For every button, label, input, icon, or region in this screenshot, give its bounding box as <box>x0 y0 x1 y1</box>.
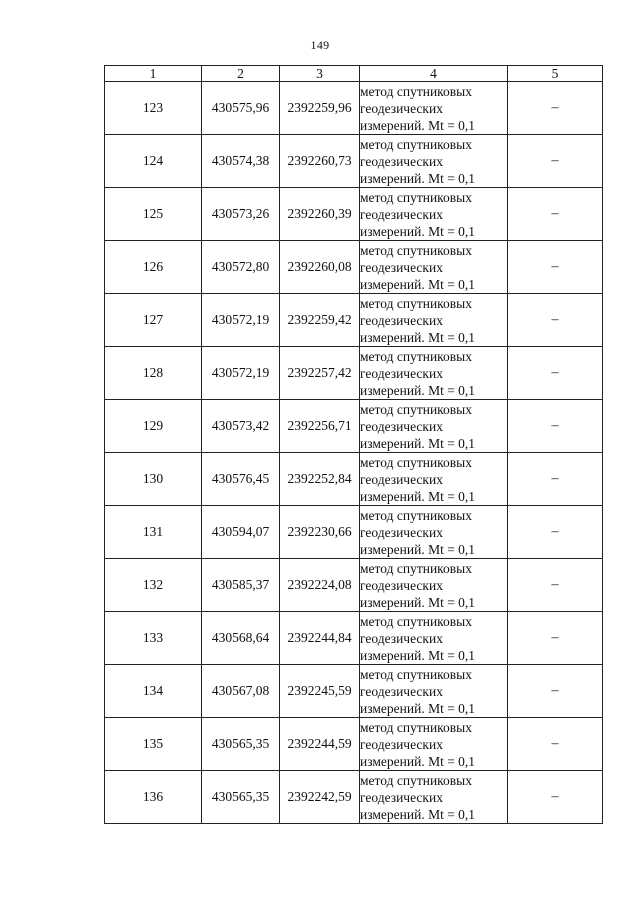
y-coordinate: 2392260,73 <box>280 135 360 188</box>
method-description: метод спутниковых геодезических измерений. Mt = 0,1 <box>360 294 508 347</box>
method-description: метод спутниковых геодезических измерений. Mt = 0,1 <box>360 135 508 188</box>
x-coordinate: 430568,64 <box>202 612 280 665</box>
point-number: 128 <box>105 347 202 400</box>
y-coordinate: 2392259,96 <box>280 82 360 135</box>
point-number: 130 <box>105 453 202 506</box>
point-number: 123 <box>105 82 202 135</box>
x-coordinate: 430585,37 <box>202 559 280 612</box>
x-coordinate: 430573,42 <box>202 400 280 453</box>
table-header <box>105 66 603 82</box>
note-dash: – <box>508 612 603 665</box>
y-coordinate: 2392256,71 <box>280 400 360 453</box>
note-dash: – <box>508 347 603 400</box>
method-description: метод спутниковых геодезических измерений. Mt = 0,1 <box>360 506 508 559</box>
table-row <box>105 82 603 135</box>
page-number: 149 <box>310 38 330 52</box>
method-description: метод спутниковых геодезических измерений. Mt = 0,1 <box>360 665 508 718</box>
table-row <box>105 241 603 294</box>
note-dash: – <box>508 771 603 824</box>
table-row <box>105 347 603 400</box>
x-coordinate: 430567,08 <box>202 665 280 718</box>
table-row <box>105 771 603 824</box>
point-number: 134 <box>105 665 202 718</box>
point-number: 131 <box>105 506 202 559</box>
y-coordinate: 2392244,59 <box>280 718 360 771</box>
table-row <box>105 559 603 612</box>
y-coordinate: 2392224,08 <box>280 559 360 612</box>
method-description: метод спутниковых геодезических измерений. Mt = 0,1 <box>360 241 508 294</box>
table-row <box>105 718 603 771</box>
method-description: метод спутниковых геодезических измерений. Mt = 0,1 <box>360 718 508 771</box>
note-dash: – <box>508 400 603 453</box>
y-coordinate: 2392252,84 <box>280 453 360 506</box>
note-dash: – <box>508 718 603 771</box>
note-dash: – <box>508 665 603 718</box>
x-coordinate: 430572,19 <box>202 347 280 400</box>
header-col-1: 1 <box>105 66 202 82</box>
table-row <box>105 135 603 188</box>
y-coordinate: 2392260,39 <box>280 188 360 241</box>
note-dash: – <box>508 135 603 188</box>
table-row <box>105 612 603 665</box>
note-dash: – <box>508 82 603 135</box>
point-number: 133 <box>105 612 202 665</box>
table-row <box>105 453 603 506</box>
header-col-2: 2 <box>202 66 280 82</box>
method-description: метод спутниковых геодезических измерений. Mt = 0,1 <box>360 82 508 135</box>
y-coordinate: 2392244,84 <box>280 612 360 665</box>
method-description: метод спутниковых геодезических измерений. Mt = 0,1 <box>360 347 508 400</box>
table-body <box>105 82 603 824</box>
y-coordinate: 2392260,08 <box>280 241 360 294</box>
note-dash: – <box>508 559 603 612</box>
header-row <box>105 66 603 82</box>
method-description: метод спутниковых геодезических измерений. Mt = 0,1 <box>360 612 508 665</box>
method-description: метод спутниковых геодезических измерений. Mt = 0,1 <box>360 453 508 506</box>
x-coordinate: 430565,35 <box>202 771 280 824</box>
point-number: 129 <box>105 400 202 453</box>
y-coordinate: 2392245,59 <box>280 665 360 718</box>
x-coordinate: 430572,80 <box>202 241 280 294</box>
point-number: 125 <box>105 188 202 241</box>
note-dash: – <box>508 294 603 347</box>
x-coordinate: 430576,45 <box>202 453 280 506</box>
table-row <box>105 294 603 347</box>
x-coordinate: 430575,96 <box>202 82 280 135</box>
method-description: метод спутниковых геодезических измерений. Mt = 0,1 <box>360 559 508 612</box>
method-description: метод спутниковых геодезических измерений. Mt = 0,1 <box>360 400 508 453</box>
table-row <box>105 400 603 453</box>
x-coordinate: 430573,26 <box>202 188 280 241</box>
x-coordinate: 430594,07 <box>202 506 280 559</box>
note-dash: – <box>508 506 603 559</box>
point-number: 126 <box>105 241 202 294</box>
x-coordinate: 430572,19 <box>202 294 280 347</box>
table-row <box>105 188 603 241</box>
note-dash: – <box>508 188 603 241</box>
point-number: 124 <box>105 135 202 188</box>
header-col-4: 4 <box>360 66 508 82</box>
y-coordinate: 2392257,42 <box>280 347 360 400</box>
point-number: 132 <box>105 559 202 612</box>
table-row <box>105 665 603 718</box>
point-number: 135 <box>105 718 202 771</box>
y-coordinate: 2392242,59 <box>280 771 360 824</box>
y-coordinate: 2392259,42 <box>280 294 360 347</box>
x-coordinate: 430565,35 <box>202 718 280 771</box>
point-number: 127 <box>105 294 202 347</box>
table-row <box>105 506 603 559</box>
header-col-3: 3 <box>280 66 360 82</box>
method-description: метод спутниковых геодезических измерений. Mt = 0,1 <box>360 771 508 824</box>
point-number: 136 <box>105 771 202 824</box>
coordinates-table <box>104 65 603 824</box>
note-dash: – <box>508 241 603 294</box>
x-coordinate: 430574,38 <box>202 135 280 188</box>
header-col-5: 5 <box>508 66 603 82</box>
note-dash: – <box>508 453 603 506</box>
y-coordinate: 2392230,66 <box>280 506 360 559</box>
method-description: метод спутниковых геодезических измерений. Mt = 0,1 <box>360 188 508 241</box>
